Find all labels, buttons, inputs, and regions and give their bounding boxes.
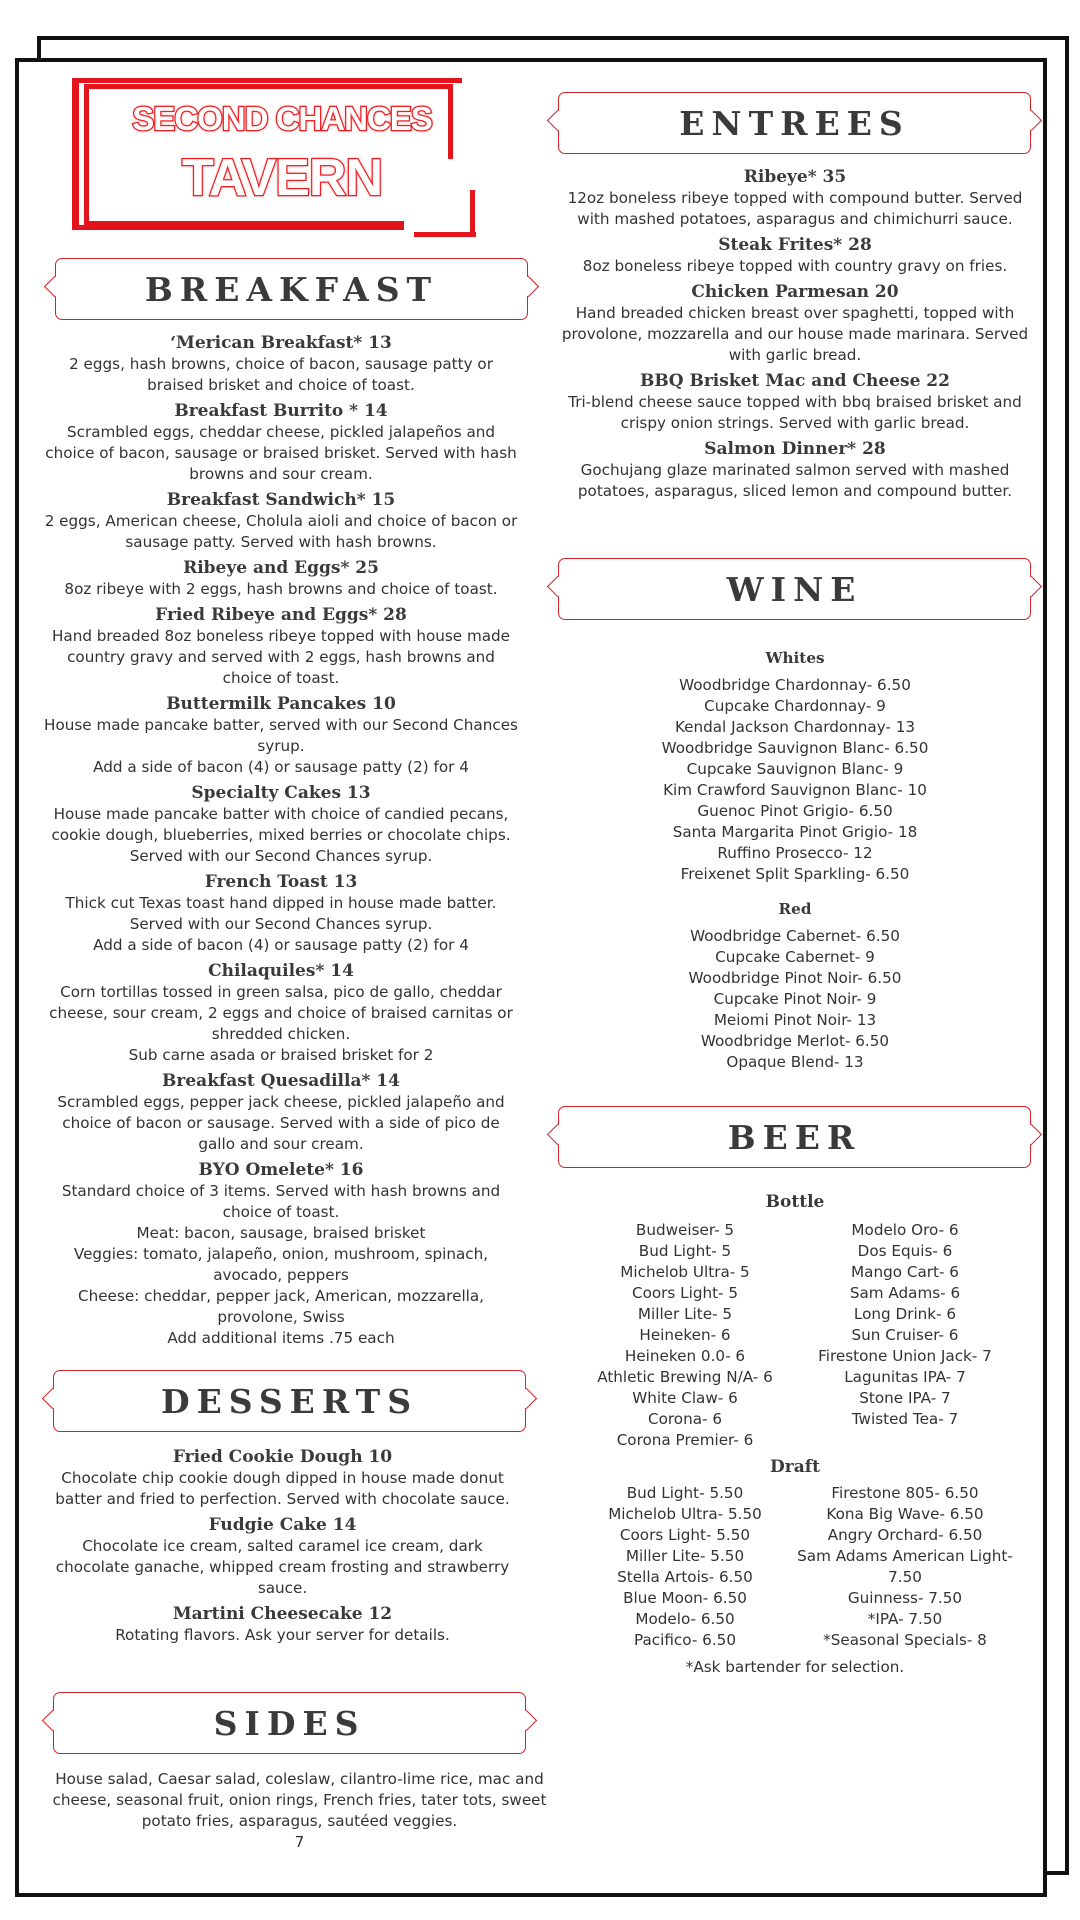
- beer-heading: BEER: [727, 1117, 862, 1157]
- item-veggies: Veggies: tomato, jalapeño, onion, mushroom, spinach, avocado, peppers: [73, 1245, 489, 1284]
- item-desc: Scrambled eggs, cheddar cheese, pickled jalapeños and choice of bacon, sausage or braised brisket. Served with hash browns and sour cream.: [45, 423, 517, 483]
- item-title: Chicken Parmesan 20: [691, 282, 899, 302]
- sides-heading: SIDES: [213, 1703, 366, 1743]
- list-item: Kona Big Wave- 6.50: [826, 1505, 984, 1523]
- menu-item: [560, 281, 1030, 366]
- list-item: Angry Orchard- 6.50: [827, 1526, 983, 1544]
- item-title: Steak Frites* 28: [718, 235, 872, 255]
- desserts-list: [50, 1446, 515, 1650]
- list-item: Heineken- 6: [639, 1326, 731, 1344]
- menu-item: [42, 332, 520, 396]
- item-meat: Meat: bacon, sausage, braised brisket: [136, 1224, 426, 1242]
- desserts-heading: DESSERTS: [160, 1381, 419, 1421]
- list-item: Cupcake Sauvignon Blanc- 9: [686, 760, 904, 778]
- menu-item: [42, 557, 520, 600]
- item-desc: Standard choice of 3 items. Served with hash browns and choice of toast.: [61, 1182, 501, 1221]
- list-item: Athletic Brewing N/A- 6: [597, 1368, 773, 1386]
- item-title: Breakfast Sandwich* 15: [166, 490, 396, 510]
- item-desc: House made pancake batter with choice of candied pecans, cookie dough, blueberries, mixed berries or chocolate chips. Served with our Second Chances syrup.: [51, 805, 511, 865]
- breakfast-heading: BREAKFAST: [144, 269, 439, 309]
- item-title: Buttermilk Pancakes 10: [166, 694, 396, 714]
- menu-item: [560, 234, 1030, 277]
- list-item: Kendal Jackson Chardonnay- 13: [674, 718, 916, 736]
- list-item: Sam Adams American Light- 7.50: [797, 1547, 1013, 1586]
- list-item: Corona Premier- 6: [616, 1431, 754, 1449]
- item-title: Ribeye* 35: [743, 167, 847, 187]
- item-title: Fried Ribeye and Eggs* 28: [155, 605, 407, 625]
- bottle-left-column: [575, 1220, 795, 1451]
- list-item: Modelo- 6.50: [635, 1610, 735, 1628]
- list-item: Woodbridge Chardonnay- 6.50: [679, 676, 911, 694]
- beer-banner: [558, 1106, 1031, 1168]
- list-item: Mango Cart- 6: [851, 1263, 959, 1281]
- sides-list: [52, 1769, 547, 1853]
- list-item: Sam Adams- 6: [849, 1284, 961, 1302]
- beer-list: [560, 1190, 1030, 1678]
- list-item: Heineken 0.0- 6: [624, 1347, 746, 1365]
- bottle-columns: [560, 1220, 1030, 1451]
- list-item: Bud Light- 5.50: [626, 1484, 744, 1502]
- beer-note: *Ask bartender for selection.: [685, 1658, 905, 1676]
- item-desc: Chocolate ice cream, salted caramel ice cream, dark chocolate ganache, whipped cream frosting and strawberry sauce.: [55, 1537, 510, 1597]
- item-title: French Toast 13: [204, 872, 358, 892]
- draft-columns: [560, 1483, 1030, 1651]
- item-title: Breakfast Burrito * 14: [174, 401, 388, 421]
- item-extra: Add a side of bacon (4) or sausage patty (2) for 4: [93, 936, 469, 954]
- entrees-banner: [558, 92, 1031, 154]
- menu-item: [560, 438, 1030, 502]
- menu-item: [42, 489, 520, 553]
- list-item: Ruffino Prosecco- 12: [717, 844, 873, 862]
- draft-heading: Draft: [770, 1457, 820, 1477]
- list-item: Michelob Ultra- 5: [620, 1263, 750, 1281]
- draft-left-column: [575, 1483, 795, 1651]
- item-desc: Scrambled eggs, pepper jack cheese, pickled jalapeño and choice of bacon or sausage. Served with a side of pico de gallo and sour cream.: [57, 1093, 505, 1153]
- item-title: Martini Cheesecake 12: [172, 1604, 393, 1624]
- list-item: *Seasonal Specials- 8: [823, 1631, 987, 1649]
- list-item: *IPA- 7.50: [867, 1610, 943, 1628]
- list-item: Michelob Ultra- 5.50: [608, 1505, 762, 1523]
- item-title: Chilaquiles* 14: [208, 961, 354, 981]
- whites-heading: Whites: [765, 649, 825, 667]
- list-item: Twisted Tea- 7: [851, 1410, 959, 1428]
- list-item: Woodbridge Cabernet- 6.50: [690, 927, 900, 945]
- list-item: Cupcake Cabernet- 9: [715, 948, 875, 966]
- item-desc: Rotating flavors. Ask your server for details.: [115, 1626, 450, 1644]
- list-item: Meiomi Pinot Noir- 13: [713, 1011, 877, 1029]
- wine-banner: [558, 558, 1031, 620]
- list-item: Pacifico- 6.50: [634, 1631, 736, 1649]
- list-item: Budweiser- 5: [635, 1221, 735, 1239]
- list-item: Woodbridge Merlot- 6.50: [700, 1032, 890, 1050]
- item-desc: Tri-blend cheese sauce topped with bbq braised brisket and crispy onion strings. Served with garlic bread.: [568, 393, 1022, 432]
- list-item: Firestone Union Jack- 7: [818, 1347, 992, 1365]
- desserts-banner: [53, 1370, 526, 1432]
- list-item: Coors Light- 5: [631, 1284, 739, 1302]
- menu-item: [42, 693, 520, 778]
- list-item: Guinness- 7.50: [847, 1589, 963, 1607]
- list-item: White Claw- 6: [632, 1389, 738, 1407]
- item-desc: Corn tortillas tossed in green salsa, pico de gallo, cheddar cheese, sour cream, 2 eggs and choice of braised carnitas or shredded chicken.: [49, 983, 513, 1043]
- list-item: Opaque Blend- 13: [726, 1053, 864, 1071]
- item-title: Fudgie Cake 14: [208, 1515, 357, 1535]
- list-item: Bud Light- 5: [638, 1242, 732, 1260]
- list-item: Woodbridge Pinot Noir- 6.50: [688, 969, 902, 987]
- menu-item-omelete: [42, 1159, 520, 1349]
- list-item: Dos Equis- 6: [857, 1242, 953, 1260]
- menu-item: [42, 960, 520, 1066]
- red-heading: Red: [778, 900, 812, 918]
- list-item: Freixenet Split Sparkling- 6.50: [680, 865, 910, 883]
- sides-banner: [53, 1692, 526, 1754]
- menu-item: [560, 370, 1030, 434]
- item-title: Breakfast Quesadilla* 14: [162, 1071, 400, 1091]
- item-extra: Add a side of bacon (4) or sausage patty (2) for 4: [93, 758, 469, 776]
- item-desc: 12oz boneless ribeye topped with compound butter. Served with mashed potatoes, asparagus and chimichurri sauce.: [567, 189, 1023, 228]
- item-extra: Add additional items .75 each: [167, 1329, 395, 1347]
- item-desc: Thick cut Texas toast hand dipped in house made batter. Served with our Second Chances syrup.: [65, 894, 497, 933]
- list-item: Modelo Oro- 6: [851, 1221, 959, 1239]
- sides-price: 7: [294, 1833, 305, 1851]
- list-item: Woodbridge Sauvignon Blanc- 6.50: [661, 739, 929, 757]
- list-item: Long Drink- 6: [853, 1305, 957, 1323]
- list-item: Firestone 805- 6.50: [831, 1484, 979, 1502]
- menu-item: [42, 782, 520, 867]
- menu-item: [50, 1603, 515, 1646]
- item-cheese: Cheese: cheddar, pepper jack, American, mozzarella, provolone, Swiss: [77, 1287, 485, 1326]
- menu-item: [50, 1514, 515, 1599]
- list-item: Blue Moon- 6.50: [623, 1589, 747, 1607]
- menu-item: [42, 1070, 520, 1155]
- menu-item: [560, 166, 1030, 230]
- item-title: Fried Cookie Dough 10: [172, 1447, 393, 1467]
- item-extra: Sub carne asada or braised brisket for 2: [128, 1046, 434, 1064]
- logo-tavern: TAVERN: [181, 149, 383, 207]
- item-title: Salmon Dinner* 28: [704, 439, 886, 459]
- item-desc: House made pancake batter, served with our Second Chances syrup.: [44, 716, 518, 755]
- item-desc: Hand breaded chicken breast over spaghetti, topped with provolone, mozzarella and our house made marinara. Served with garlic bread.: [561, 304, 1029, 364]
- entrees-heading: ENTREES: [679, 103, 910, 143]
- item-desc: 8oz boneless ribeye topped with country gravy on fries.: [582, 257, 1008, 275]
- item-desc: Hand breaded 8oz boneless ribeye topped with house made country gravy and served with 2 eggs, hash browns and choice of toast.: [51, 627, 511, 687]
- item-title: BYO Omelete* 16: [198, 1160, 364, 1180]
- menu-item: [50, 1446, 515, 1510]
- item-desc: Gochujang glaze marinated salmon served with mashed potatoes, asparagus, sliced lemon and compound butter.: [577, 461, 1013, 500]
- sides-desc: House salad, Caesar salad, coleslaw, cilantro-lime rice, mac and cheese, seasonal fruit, onion rings, French fries, tater tots, sweet potato fries, asparagus, sautéed veggies.: [52, 1770, 547, 1830]
- bottle-right-column: [795, 1220, 1015, 1451]
- breakfast-list: [42, 332, 520, 1353]
- list-item: Stella Artois- 6.50: [617, 1568, 753, 1586]
- list-item: Cupcake Chardonnay- 9: [704, 697, 886, 715]
- bottle-heading: Bottle: [765, 1192, 825, 1212]
- list-item: Guenoc Pinot Grigio- 6.50: [697, 802, 893, 820]
- list-item: Miller Lite- 5: [637, 1305, 733, 1323]
- entrees-list: [560, 166, 1030, 506]
- item-desc: 2 eggs, American cheese, Cholula aioli and choice of bacon or sausage patty. Served with hash browns.: [44, 512, 518, 551]
- list-item: Sun Cruiser- 6: [851, 1326, 959, 1344]
- list-item: Coors Light- 5.50: [619, 1526, 751, 1544]
- list-item: Cupcake Pinot Noir- 9: [713, 990, 877, 1008]
- menu-item: [42, 400, 520, 485]
- breakfast-banner: [55, 258, 528, 320]
- draft-right-column: [795, 1483, 1015, 1651]
- item-title: BBQ Brisket Mac and Cheese 22: [640, 371, 950, 391]
- list-item: Stone IPA- 7: [859, 1389, 951, 1407]
- wine-list: [560, 648, 1030, 1073]
- menu-item: [42, 871, 520, 956]
- list-item: Miller Lite- 5.50: [625, 1547, 745, 1565]
- menu-item: [42, 604, 520, 689]
- list-item: Lagunitas IPA- 7: [844, 1368, 966, 1386]
- item-desc: Chocolate chip cookie dough dipped in house made donut batter and fried to perfection. Served with chocolate sauce.: [55, 1469, 510, 1508]
- logo-second-chances: SECOND CHANCES: [132, 100, 432, 137]
- wine-heading: WINE: [726, 569, 863, 609]
- logo: [72, 78, 492, 238]
- item-title: Specialty Cakes 13: [191, 783, 371, 803]
- list-item: Santa Margarita Pinot Grigio- 18: [672, 823, 918, 841]
- list-item: Corona- 6: [647, 1410, 722, 1428]
- item-title: ‘Merican Breakfast* 13: [170, 333, 392, 353]
- item-desc: 8oz ribeye with 2 eggs, hash browns and choice of toast.: [64, 580, 498, 598]
- item-title: Ribeye and Eggs* 25: [183, 558, 379, 578]
- list-item: Kim Crawford Sauvignon Blanc- 10: [663, 781, 927, 799]
- item-desc: 2 eggs, hash browns, choice of bacon, sausage patty or braised brisket and choice of toast.: [69, 355, 493, 394]
